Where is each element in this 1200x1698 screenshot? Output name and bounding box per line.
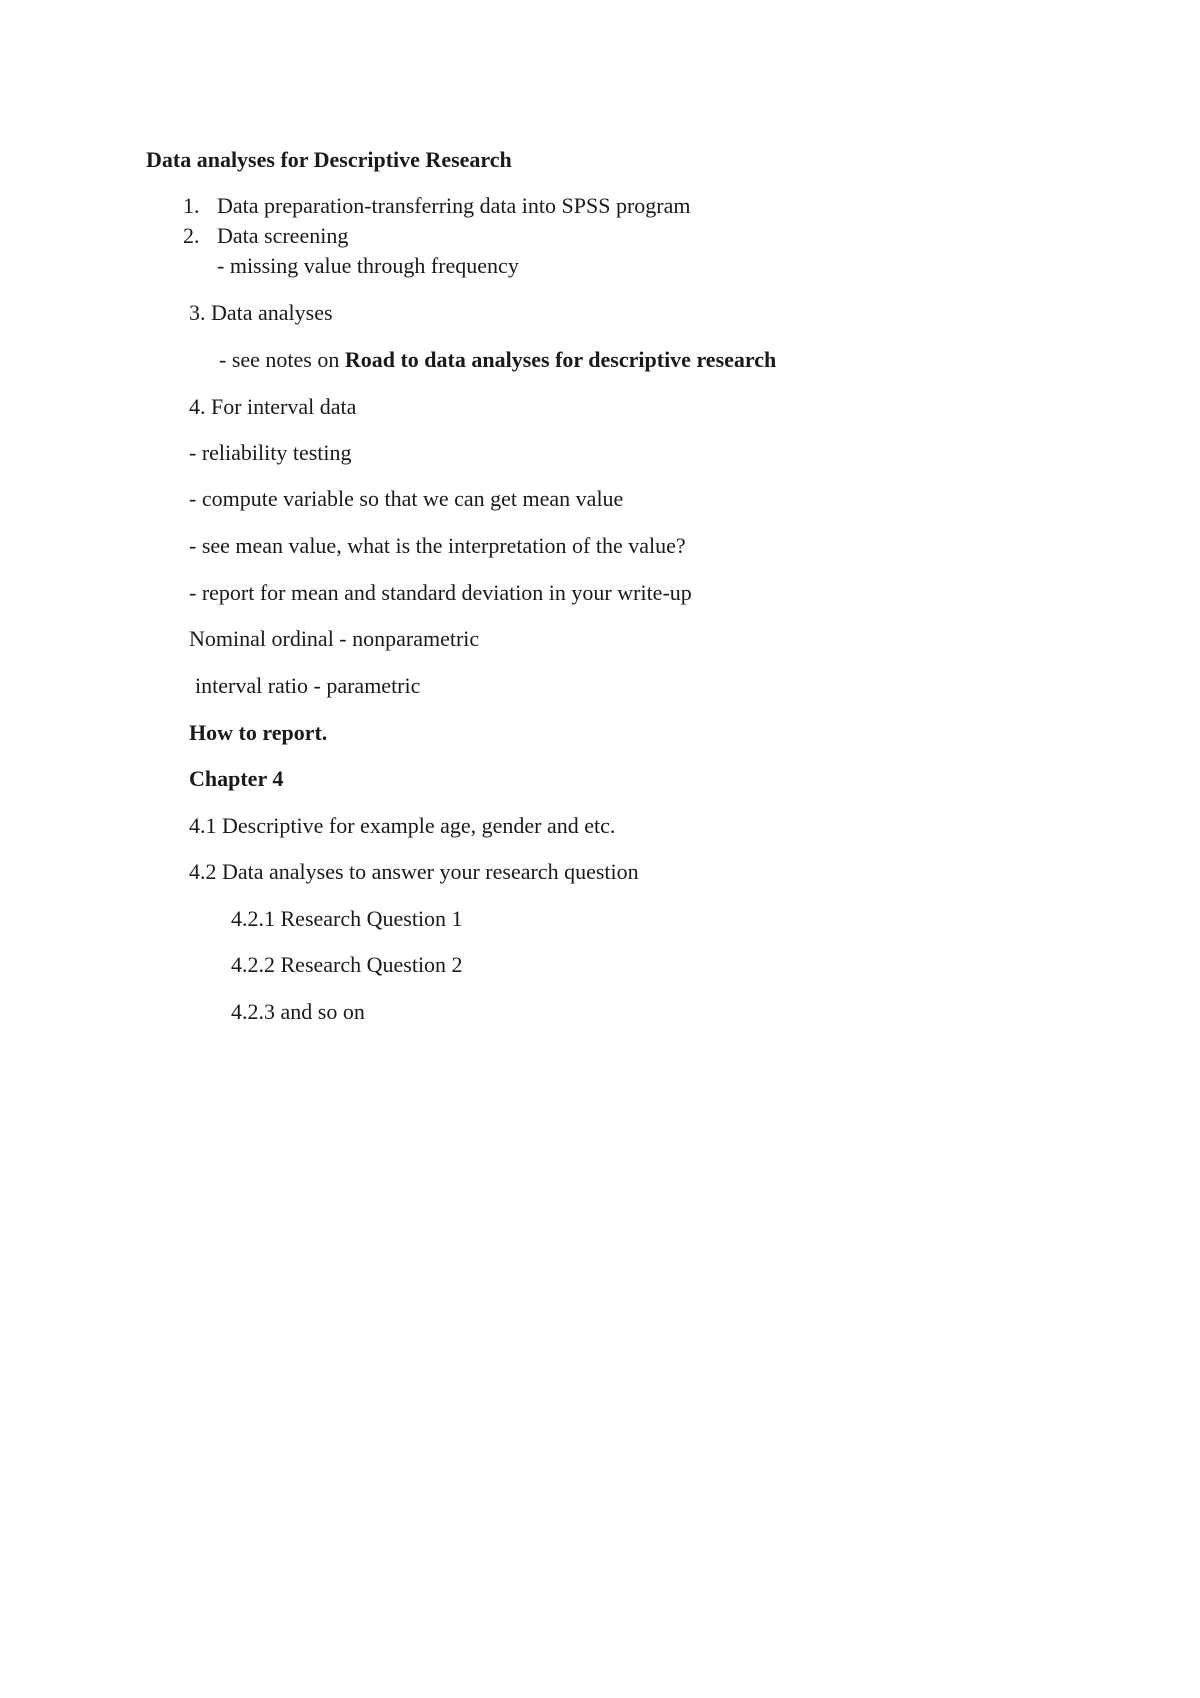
item-4-point: - compute variable so that we can get mean value bbox=[189, 486, 624, 511]
list-text: Data screening bbox=[217, 223, 349, 248]
list-number: 1. bbox=[183, 193, 200, 218]
screening-subpoint: - missing value through frequency bbox=[217, 253, 519, 278]
list-item-2 bbox=[183, 223, 348, 249]
item-4-point: - reliability testing bbox=[189, 440, 352, 465]
list-text: Data preparation-transferring data into SPSS program bbox=[217, 193, 691, 218]
item-3: 3. Data analyses bbox=[189, 300, 333, 325]
subpoint-prefix: - see notes on bbox=[219, 347, 345, 372]
list-item-1 bbox=[183, 193, 690, 219]
item-3-subpoint bbox=[219, 347, 776, 373]
section-4-2: 4.2 Data analyses to answer your research question bbox=[189, 859, 639, 884]
document-title: Data analyses for Descriptive Research bbox=[146, 147, 512, 172]
chapter-heading: Chapter 4 bbox=[189, 766, 284, 791]
list-number: 2. bbox=[183, 223, 200, 248]
item-4: 4. For interval data bbox=[189, 394, 357, 419]
subsection: 4.2.2 Research Question 2 bbox=[231, 952, 463, 977]
section-4-1: 4.1 Descriptive for example age, gender and etc. bbox=[189, 813, 616, 838]
item-4-point: - see mean value, what is the interpretation of the value? bbox=[189, 533, 686, 558]
item-4-point: - report for mean and standard deviation in your write-up bbox=[189, 580, 692, 605]
how-to-report-heading: How to report. bbox=[189, 720, 328, 745]
subsection: 4.2.1 Research Question 1 bbox=[231, 906, 463, 931]
nominal-ordinal-note: Nominal ordinal - nonparametric bbox=[189, 626, 480, 651]
interval-ratio-note: interval ratio - parametric bbox=[195, 673, 421, 698]
subpoint-bold-text: Road to data analyses for descriptive research bbox=[344, 347, 777, 372]
subsection: 4.2.3 and so on bbox=[231, 999, 365, 1024]
